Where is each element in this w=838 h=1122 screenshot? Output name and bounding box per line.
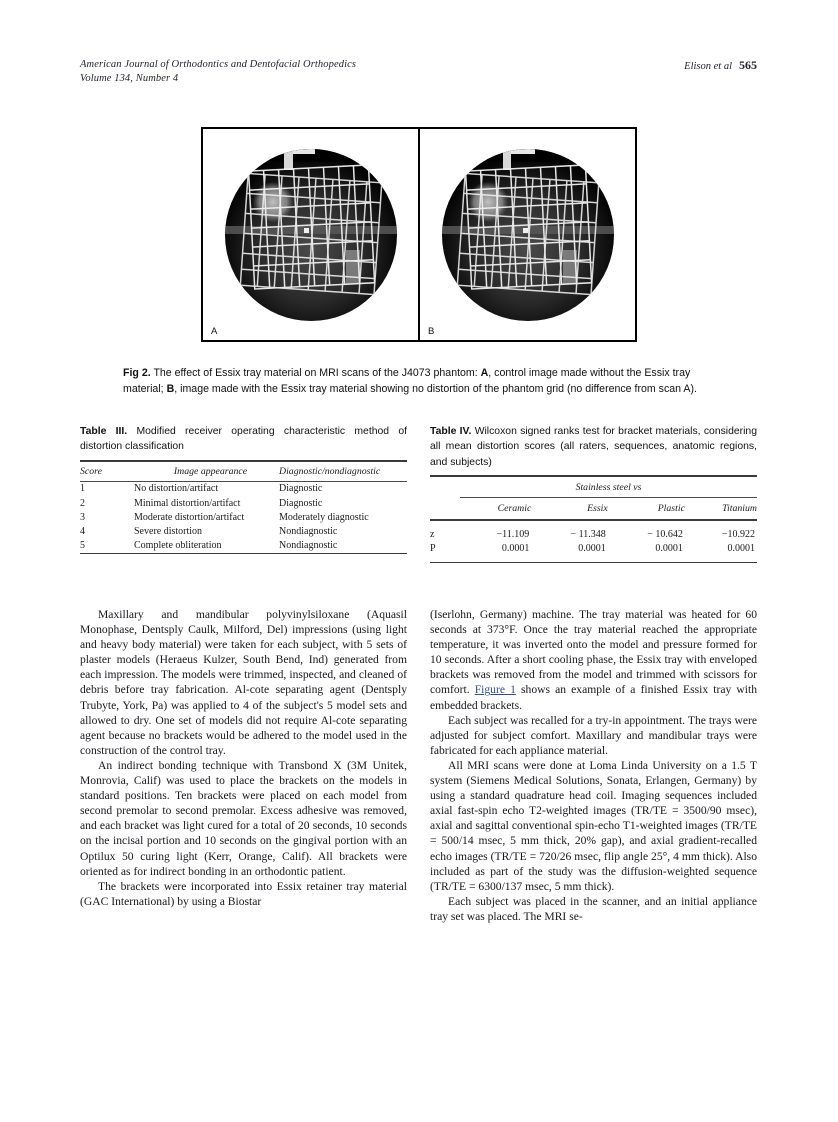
table-4-cell-z-titanium: −10.922 [721,529,755,541]
table-3-number: Table III. [80,426,128,437]
figure-panel-a [203,129,418,340]
running-head-journal [80,58,356,86]
figure-caption-b-text: , image made with the Essix tray material showing no distortion of the phantom grid (no difference from scan A). [174,382,697,395]
table-3-cell-score: 1 [80,483,85,495]
paragraph: The brackets were incorporated into Essix retainer tray material (GAC International) by using a Biostar [80,879,407,908]
table-4-spanner-spacer [430,476,460,498]
table-row [430,542,757,563]
table-4-cell-z-ceramic: −11.109 [496,529,530,541]
paragraph-text-after-link: shows an example of a finished Essix tray with embedded brackets. [430,683,758,712]
paragraph: An indirect bonding technique with Transbond X (3M Unitek, Monrovia, Calif) was used to place the brackets on the models in standard positions. Ten brackets were placed on each model from second premolar to second premolar. Excess adhesive was removed, and each bracket was light cured for a total of 20 seconds, 10 seconds on the incisal portion and 10 seconds on the gingival portion with an Optilux 50 curing light (Kerr, Orange, Calif). All brackets were oriented as for indirect bonding in an orthodontic patient. [80,758,407,878]
body-column-left [80,607,407,909]
table-4-header-row [430,498,757,521]
table-3-header-row [80,461,407,482]
mri-scan-phantom-a [218,142,404,328]
figure-2-caption [123,366,715,397]
table-3-cell-score: 5 [80,539,134,554]
mri-scan-phantom-b [435,142,621,328]
paragraph: Each subject was placed in the scanner, and an initial appliance tray set was placed. The MRI se- [430,894,757,923]
running-head [80,58,757,92]
paragraph-text-before-link: (Iserlohn, Germany) machine. The tray material was heated for 60 seconds at 373°F. Once the tray material reached the appropriate temperature, it was inverted onto the model and pressure formed for 10 seconds. After a short cooling phase, the Essix tray with enveloped brackets was removed from the model and trimmed with scissors for comfort. [430,608,757,697]
table-3-cell-appearance: No distortion/artifact [134,483,219,495]
table-4-row-label: P [430,542,460,563]
table-4-spanner-label: Stainless steel vs [575,482,642,494]
figure-caption-a-label: A [480,367,489,379]
table-3-cell-appearance: Moderate distortion/artifact [134,511,245,523]
table-4 [430,424,757,563]
page-number: 565 [739,58,757,72]
table-3-cell-diagnostic: Diagnostic [279,497,323,509]
table-3-title-text: Modified receiver operating characteristic method of distortion classification [80,426,407,453]
table-row [80,510,407,524]
table-4-row-label: z [430,529,435,541]
table-3-cell-diagnostic: Diagnostic [279,483,323,495]
table-4-cell-z-plastic: − 10.642 [647,529,683,541]
table-4-cell-p-essix: 0.0001 [531,542,607,563]
paragraph: Maxillary and mandibular polyvinylsiloxane (Aquasil Monophase, Dentsply Caulk, Milford, Del) impressions (using light and heavy body material) were taken for each subject, with 5 sets of plaster models (Heraeus Kulzer, South Bend, Ind) generated from each impression. The models were trimmed, inspected, and cleaned of debris before tray fabrication. Al-cote separating agent (Dentsply Trubyte, York, Pa) was applied to 4 of the subject's 5 model sets and allowed to dry. One set of models did not require Al-cote separating agent because no brackets would be adhered to the model used in the construction of the control tray. [80,608,407,757]
table-3-cell-score: 4 [80,525,85,537]
paragraph [430,607,757,713]
table-4-cell-p-plastic: 0.0001 [608,542,685,563]
journal-title: American Journal of Orthodontics and Dentofacial Orthopedics [80,59,357,70]
table-row [80,524,407,538]
figure-caption-b-label: B [166,382,175,395]
running-head-authors-page [684,58,757,74]
figure-caption-intro: The effect of Essix tray material on MRI scans of the J4073 phantom: [153,367,478,379]
table-4-cell-p-ceramic: 0.0001 [460,542,531,563]
table-3-header-score: Score [80,465,102,477]
table-3-header-diagnostic: Diagnostic/nondiagnostic [279,465,381,477]
table-3-header-appearance: Image appearance [173,465,248,477]
table-4-grid [430,475,757,563]
table-row [80,539,407,554]
table-4-header-essix: Essix [531,498,607,521]
figure-caption-a-text: , control image made without the Essix tray material; [123,367,691,395]
table-4-header-plastic: Plastic [608,498,685,521]
figure-panel-b [418,129,635,340]
table-4-number: Table IV. [430,426,472,437]
figure-caption-label: Fig 2. [123,367,151,379]
table-3-cell-score: 2 [80,497,85,509]
table-3-cell-diagnostic: Nondiagnostic [279,525,338,537]
figure-2 [201,127,637,342]
table-3-cell-diagnostic: Moderately diagnostic [279,511,369,523]
table-4-header-titanium: Titanium [685,498,757,521]
table-4-header-ceramic: Ceramic [460,498,531,521]
figure-panel-b-label: B [428,326,435,337]
table-4-cell-p-titanium: 0.0001 [685,542,757,563]
table-3-cell-appearance: Complete obliteration [134,539,279,554]
table-4-title [430,424,757,470]
journal-volume-issue: Volume 134, Number 4 [80,73,179,84]
table-3 [80,424,407,554]
table-4-header-spacer [430,498,460,521]
table-4-spanner-row [430,476,757,498]
figure-1-link[interactable]: Figure 1 [474,683,516,697]
figure-panel-a-label: A [211,326,218,337]
table-3-cell-appearance: Severe distortion [134,525,203,537]
table-3-cell-score: 3 [80,511,85,523]
table-3-cell-appearance: Minimal distortion/artifact [134,497,241,509]
table-row [80,496,407,510]
paragraph: All MRI scans were done at Loma Linda University on a 1.5 T system (Siemens Medical Solutions, Sonata, Erlangen, Germany) by using a standard quadrature head coil. Imaging sequences included axial fast-spin echo T2-weighted images (TR/TE = 3500/90 msec), axial and sagittal conventional spin-echo T1-weighted images (TR/TE = 500/14 msec, 5 mm thick, 20% gap), and axial gradient-recalled echo images (TR/TE = 720/26 msec, flip angle 25°, 4 mm thick). Also included as part of the study was the diffusion-weighted sequence (TR/TE = 6300/137 msec, 5 mm thick). [430,758,757,893]
running-head-authors: Elison et al [684,61,732,72]
table-4-cell-z-essix: − 11.348 [570,529,606,541]
table-3-grid [80,460,407,554]
table-row [430,520,757,542]
table-3-cell-diagnostic: Nondiagnostic [279,539,407,554]
table-3-title [80,424,407,455]
table-4-title-text: Wilcoxon signed ranks test for bracket materials, considering all mean distortion scores (all raters, sequences, anatomic regions, and subjects) [430,426,757,468]
paragraph: Each subject was recalled for a try-in appointment. The trays were adjusted for subject comfort. Maxillary and mandibular trays were fabricated for each appliance material. [430,713,757,757]
table-row [80,481,407,496]
body-column-right [430,607,757,924]
